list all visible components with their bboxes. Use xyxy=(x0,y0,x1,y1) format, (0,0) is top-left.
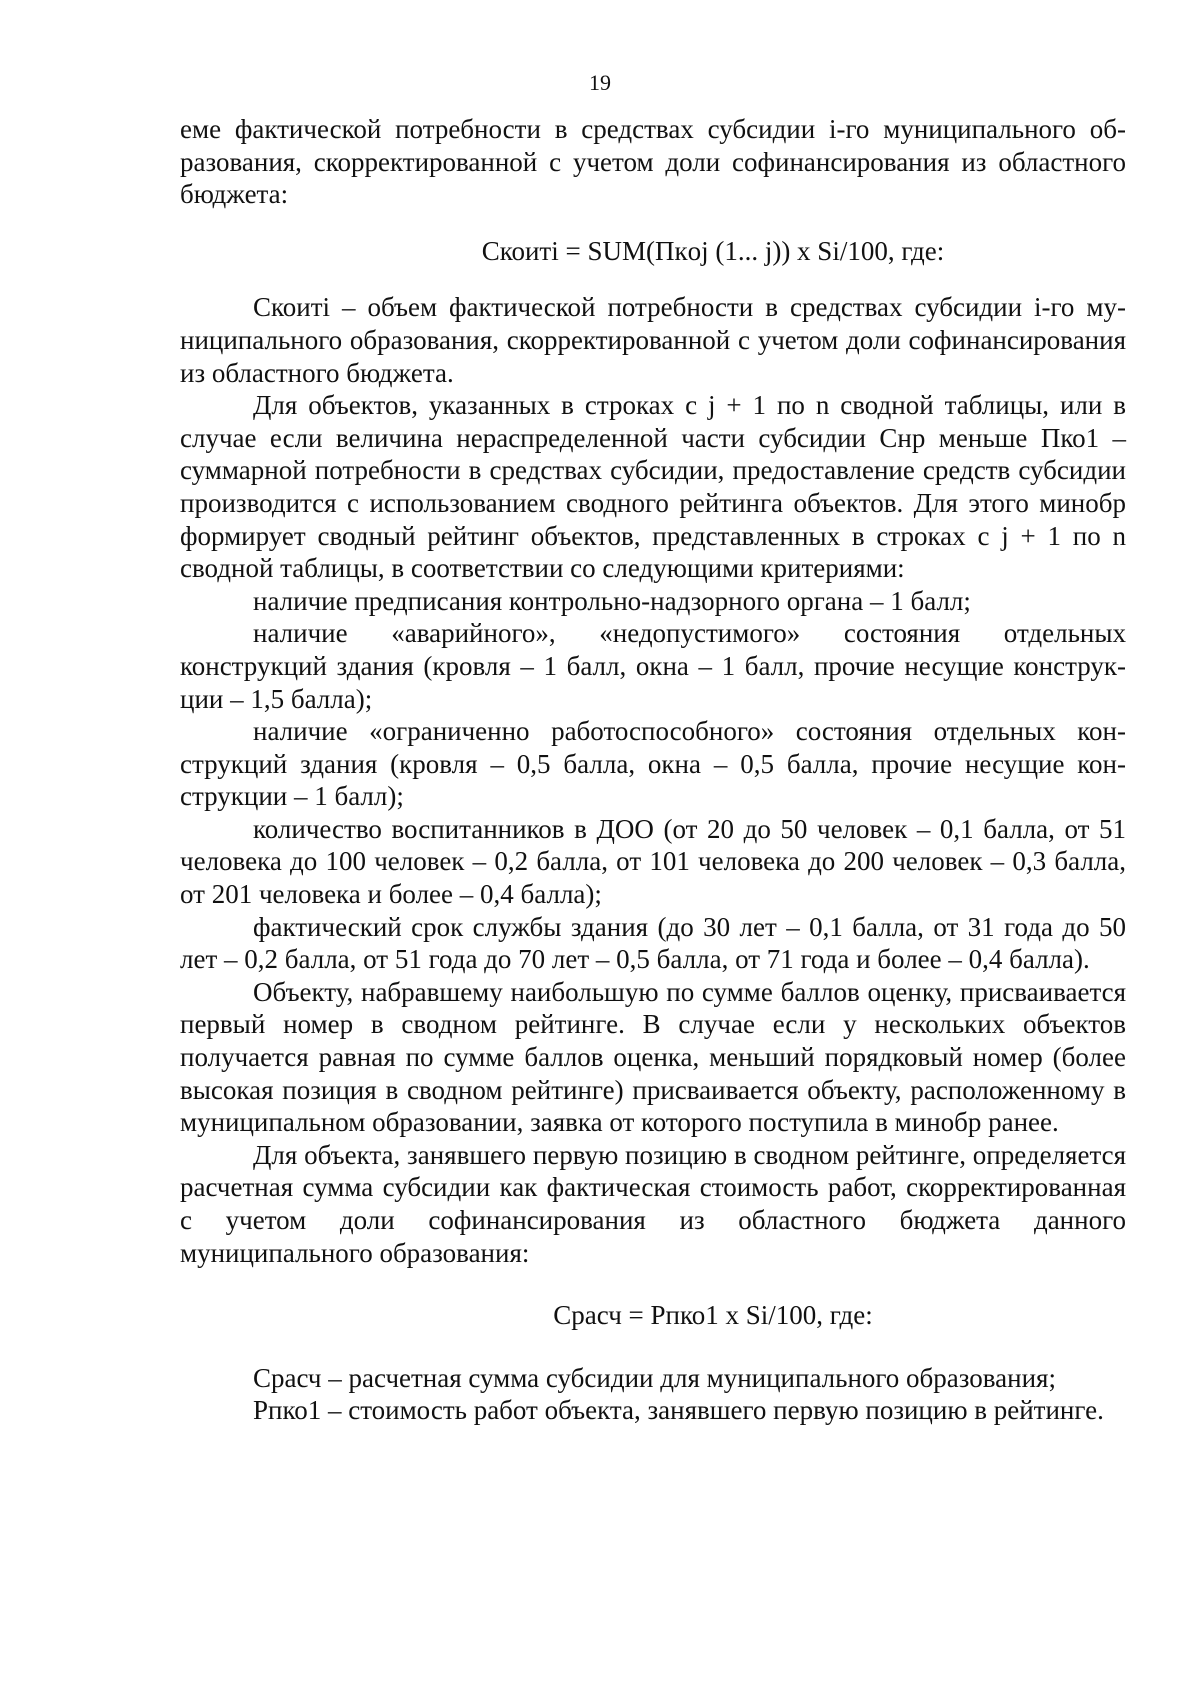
formula-skoi: Скоиті = SUM(Пкoj (1... j)) x Si/100, где: xyxy=(481,235,945,266)
formula-srasch: Срасч = Рпко1 x Si/100, где: xyxy=(553,1300,873,1331)
paragraph-srasch-definition: Срасч – расчетная сумма субсидии для муниципального образования; xyxy=(253,1362,1056,1393)
criterion-prescription: наличие предписания контрольно-надзорного органа – 1 балл; xyxy=(253,585,971,616)
criterion-limited-state: наличие «ограниченно работоспособного» состояния отдельных конструкций здания (кровля – 0,5 балла, окна – 0,5 балла, прочие несущие конструкции – 1 балл); xyxy=(180,716,1126,812)
criterion-emergency-state: наличие «аварийного», «недопустимого» состояния отдельных конструкций здания (кровля – 1 балл, окна – 1 балл, прочие несущие конструкции – 1,5 балла); xyxy=(180,618,1126,714)
document-body xyxy=(180,113,1126,1427)
criterion-service-life: фактический срок службы здания (до 30 лет – 0,1 балла, от 31 года до 50 лет – 0,2 балла, от 51 года до 70 лет – 0,5 балла, от 71 года и более – 0,4 балла). xyxy=(180,911,1126,975)
paragraph-calculated-sum: Для объекта, занявшего первую позицию в сводном рейтинге, определяется расчетная сумма субсидии как фактическая стоимость работ, скорректированная с учетом доли софинансирования из областного бюджета данного муниципального образования: xyxy=(180,1139,1126,1268)
paragraph-rating-procedure: Для объектов, указанных в строках с j + 1 по n сводной таблицы, или в случае если величина нераспределенной части субсидии Снр меньше Пко1 – суммарной потребности в средствах субсидии, предоставление средств субсидии производится с использованием сводного рейтинга объектов. Для этого минобр формирует сводный рейтинг объектов, представленных в строках с j + 1 по n сводной таблицы, в соответствии со следующими критериями: xyxy=(180,390,1126,584)
paragraph-skoi-definition: Скоиті – объем фактической потребности в средствах субсидии i-го муниципального образования, скорректированной с учетом доли софинансирования из областного бюджета. xyxy=(180,292,1126,388)
page-number: 19 xyxy=(589,70,611,95)
paragraph-continuation: еме фактической потребности в средствах субсидии i-го муниципального образования, скорректированной с учетом доли софинансирования из областного бюджета: xyxy=(180,114,1126,210)
paragraph-rating-order: Объекту, набравшему наибольшую по сумме баллов оценку, присваивается первый номер в сводном рейтинге. В случае если у нескольких объектов получается равная по сумме баллов оценка, меньший порядковый номер (более высокая позиция в сводном рейтинге) присваивается объекту, расположенному в муниципальном образовании, заявка от которого поступила в минобр ранее. xyxy=(180,976,1126,1138)
criterion-pupils-count: количество воспитанников в ДОО (от 20 до 50 человек – 0,1 балла, от 51 человека до 100 человек – 0,2 балла, от 101 человека до 200 человек – 0,3 балла, от 201 человека и более – 0,4 балла); xyxy=(180,813,1126,910)
paragraph-rpko1-definition: Рпко1 – стоимость работ объекта, занявшего первую позицию в рейтинге. xyxy=(253,1395,1104,1426)
